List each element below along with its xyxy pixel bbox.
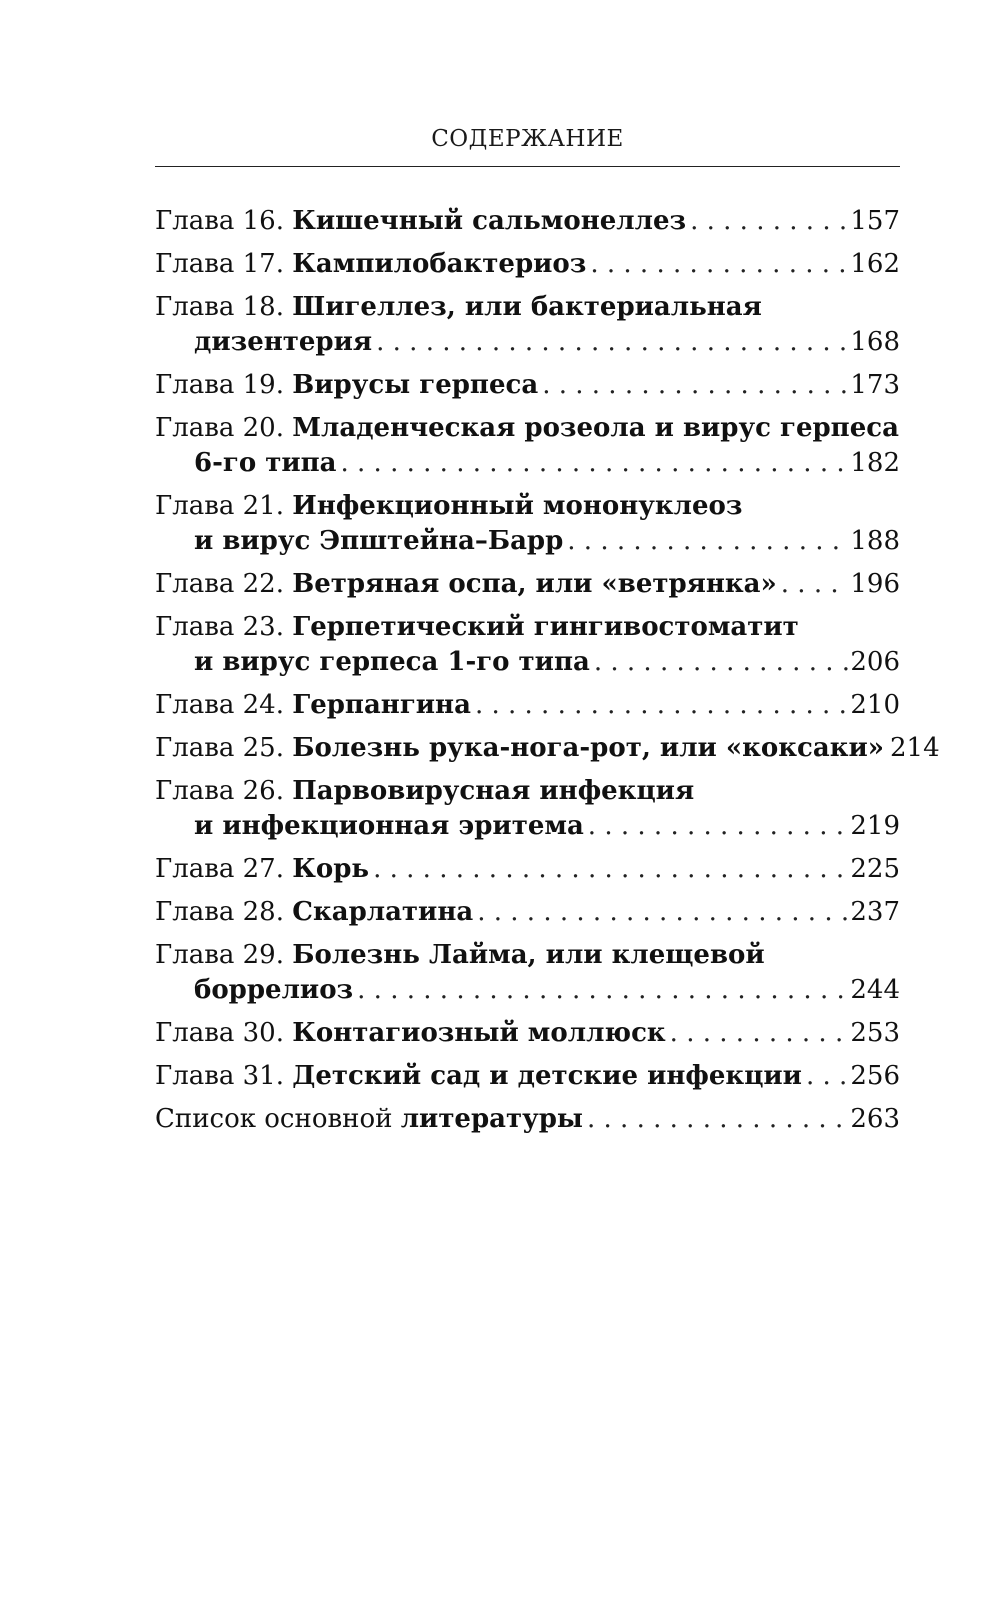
chapter-title: Болезнь Лайма, или клещевой xyxy=(292,940,765,970)
dot-leader xyxy=(670,1016,849,1051)
dot-leader xyxy=(588,809,849,844)
table-of-contents xyxy=(155,204,940,1145)
toc-entry[interactable] xyxy=(155,774,900,844)
toc-line xyxy=(155,895,900,930)
toc-entry-bibliography[interactable] xyxy=(155,1102,900,1137)
chapter-title-continued: дизентерия xyxy=(194,327,373,357)
toc-entry[interactable] xyxy=(155,247,900,282)
page-number: 253 xyxy=(850,1018,900,1048)
dot-leader xyxy=(542,368,848,403)
chapter-title-continued: боррелиоз xyxy=(194,975,354,1005)
page-number: 157 xyxy=(850,206,900,236)
chapter-title: Детский сад и детские инфекции xyxy=(292,1061,802,1091)
toc-entry[interactable] xyxy=(155,290,900,360)
chapter-label: Глава 18. xyxy=(155,292,284,322)
chapter-label: Глава 19. xyxy=(155,370,284,400)
toc-line xyxy=(155,852,900,887)
chapter-label: Глава 26. xyxy=(155,776,284,806)
page-number: 214 xyxy=(890,733,940,763)
chapter-title: Шигеллез, или бактериальная xyxy=(292,292,762,322)
toc-line xyxy=(155,290,900,325)
chapter-title: Герпангина xyxy=(292,690,471,720)
dot-leader xyxy=(587,1102,848,1137)
toc-entry[interactable] xyxy=(155,489,900,559)
chapter-title: Скарлатина xyxy=(292,897,474,927)
toc-line-continued xyxy=(155,809,900,844)
toc-line xyxy=(155,938,900,973)
page-number: 219 xyxy=(850,811,900,841)
toc-line xyxy=(155,688,900,723)
toc-entry[interactable] xyxy=(155,1016,900,1051)
chapter-title: Инфекционный мононуклеоз xyxy=(292,491,743,521)
chapter-label: Глава 28. xyxy=(155,897,284,927)
toc-entry[interactable] xyxy=(155,411,900,481)
chapter-title-continued: 6-го типа xyxy=(194,448,337,478)
toc-line xyxy=(155,1016,900,1051)
chapter-label: Глава 29. xyxy=(155,940,284,970)
chapter-label: Глава 20. xyxy=(155,413,284,443)
chapter-label: Глава 31. xyxy=(155,1061,284,1091)
toc-line-continued xyxy=(155,645,900,680)
toc-line-continued xyxy=(155,524,900,559)
chapter-title-continued: и вирус Эпштейна–Барр xyxy=(194,526,564,556)
chapter-title: Младенческая розеола и вирус герпеса xyxy=(292,413,899,443)
chapter-label: Глава 30. xyxy=(155,1018,284,1048)
chapter-title-continued: и вирус герпеса 1-го типа xyxy=(194,647,590,677)
dot-leader xyxy=(475,688,848,723)
chapter-title: Кампилобактериоз xyxy=(292,249,587,279)
page-number: 188 xyxy=(850,526,900,556)
page-number: 182 xyxy=(850,448,900,478)
page-number: 256 xyxy=(850,1061,900,1091)
chapter-title: Ветряная оспа, или «ветрянка» xyxy=(292,569,777,599)
page-number: 225 xyxy=(850,854,900,884)
toc-line xyxy=(155,731,940,766)
toc-line-continued xyxy=(155,973,900,1008)
toc-line xyxy=(155,567,900,602)
chapter-title: Болезнь рука-нога-рот, или «коксаки» xyxy=(292,733,885,763)
toc-line xyxy=(155,411,900,446)
running-title: СОДЕРЖАНИЕ xyxy=(431,126,624,152)
toc-line xyxy=(155,204,900,239)
page-number: 168 xyxy=(850,327,900,357)
toc-line-continued xyxy=(155,325,900,360)
page-number: 162 xyxy=(850,249,900,279)
chapter-title: Кишечный сальмонеллез xyxy=(292,206,687,236)
chapter-label: Глава 17. xyxy=(155,249,284,279)
toc-line-continued xyxy=(155,446,900,481)
toc-line xyxy=(155,774,900,809)
toc-entry[interactable] xyxy=(155,688,900,723)
toc-line xyxy=(155,247,900,282)
toc-line xyxy=(155,368,900,403)
chapter-title: Парвовирусная инфекция xyxy=(292,776,695,806)
toc-line xyxy=(155,1059,900,1094)
page-number: 210 xyxy=(850,690,900,720)
dot-leader xyxy=(594,645,849,680)
page-number: 173 xyxy=(850,370,900,400)
header-rule xyxy=(155,166,900,167)
toc-entry[interactable] xyxy=(155,567,900,602)
toc-entry[interactable] xyxy=(155,895,900,930)
page-number: 196 xyxy=(850,569,900,599)
chapter-title: Вирусы герпеса xyxy=(292,370,539,400)
chapter-title: Контагиозный моллюск xyxy=(292,1018,666,1048)
toc-entry[interactable] xyxy=(155,610,900,680)
chapter-title: Корь xyxy=(292,854,370,884)
chapter-label: Глава 24. xyxy=(155,690,284,720)
chapter-label: Глава 16. xyxy=(155,206,284,236)
dot-leader xyxy=(357,973,848,1008)
dot-leader xyxy=(373,852,848,887)
dot-leader xyxy=(477,895,848,930)
chapter-label: Глава 27. xyxy=(155,854,284,884)
toc-entry[interactable] xyxy=(155,938,900,1008)
toc-line xyxy=(155,610,900,645)
dot-leader xyxy=(340,446,848,481)
dot-leader xyxy=(690,204,848,239)
bibliography-title: литературы xyxy=(400,1104,583,1134)
dot-leader xyxy=(567,524,848,559)
bibliography-label: Список основной xyxy=(155,1104,393,1134)
toc-entry[interactable] xyxy=(155,1059,900,1094)
toc-entry[interactable] xyxy=(155,852,900,887)
page-number: 244 xyxy=(850,975,900,1005)
dot-leader xyxy=(781,567,849,602)
toc-entry[interactable] xyxy=(155,368,900,403)
chapter-title-continued: и инфекционная эритема xyxy=(194,811,584,841)
page-number: 263 xyxy=(850,1104,900,1134)
chapter-label: Глава 23. xyxy=(155,612,284,642)
toc-entry[interactable] xyxy=(155,731,940,766)
chapter-label: Глава 21. xyxy=(155,491,284,521)
toc-line xyxy=(155,1102,900,1137)
dot-leader xyxy=(806,1059,848,1094)
chapter-label: Глава 22. xyxy=(155,569,284,599)
dot-leader xyxy=(376,325,848,360)
toc-line xyxy=(155,489,900,524)
chapter-title: Герпетический гингивостоматит xyxy=(292,612,799,642)
page-number: 206 xyxy=(850,647,900,677)
dot-leader xyxy=(590,247,848,282)
chapter-label: Глава 25. xyxy=(155,733,284,763)
page-number: 237 xyxy=(850,897,900,927)
toc-entry[interactable] xyxy=(155,204,900,239)
